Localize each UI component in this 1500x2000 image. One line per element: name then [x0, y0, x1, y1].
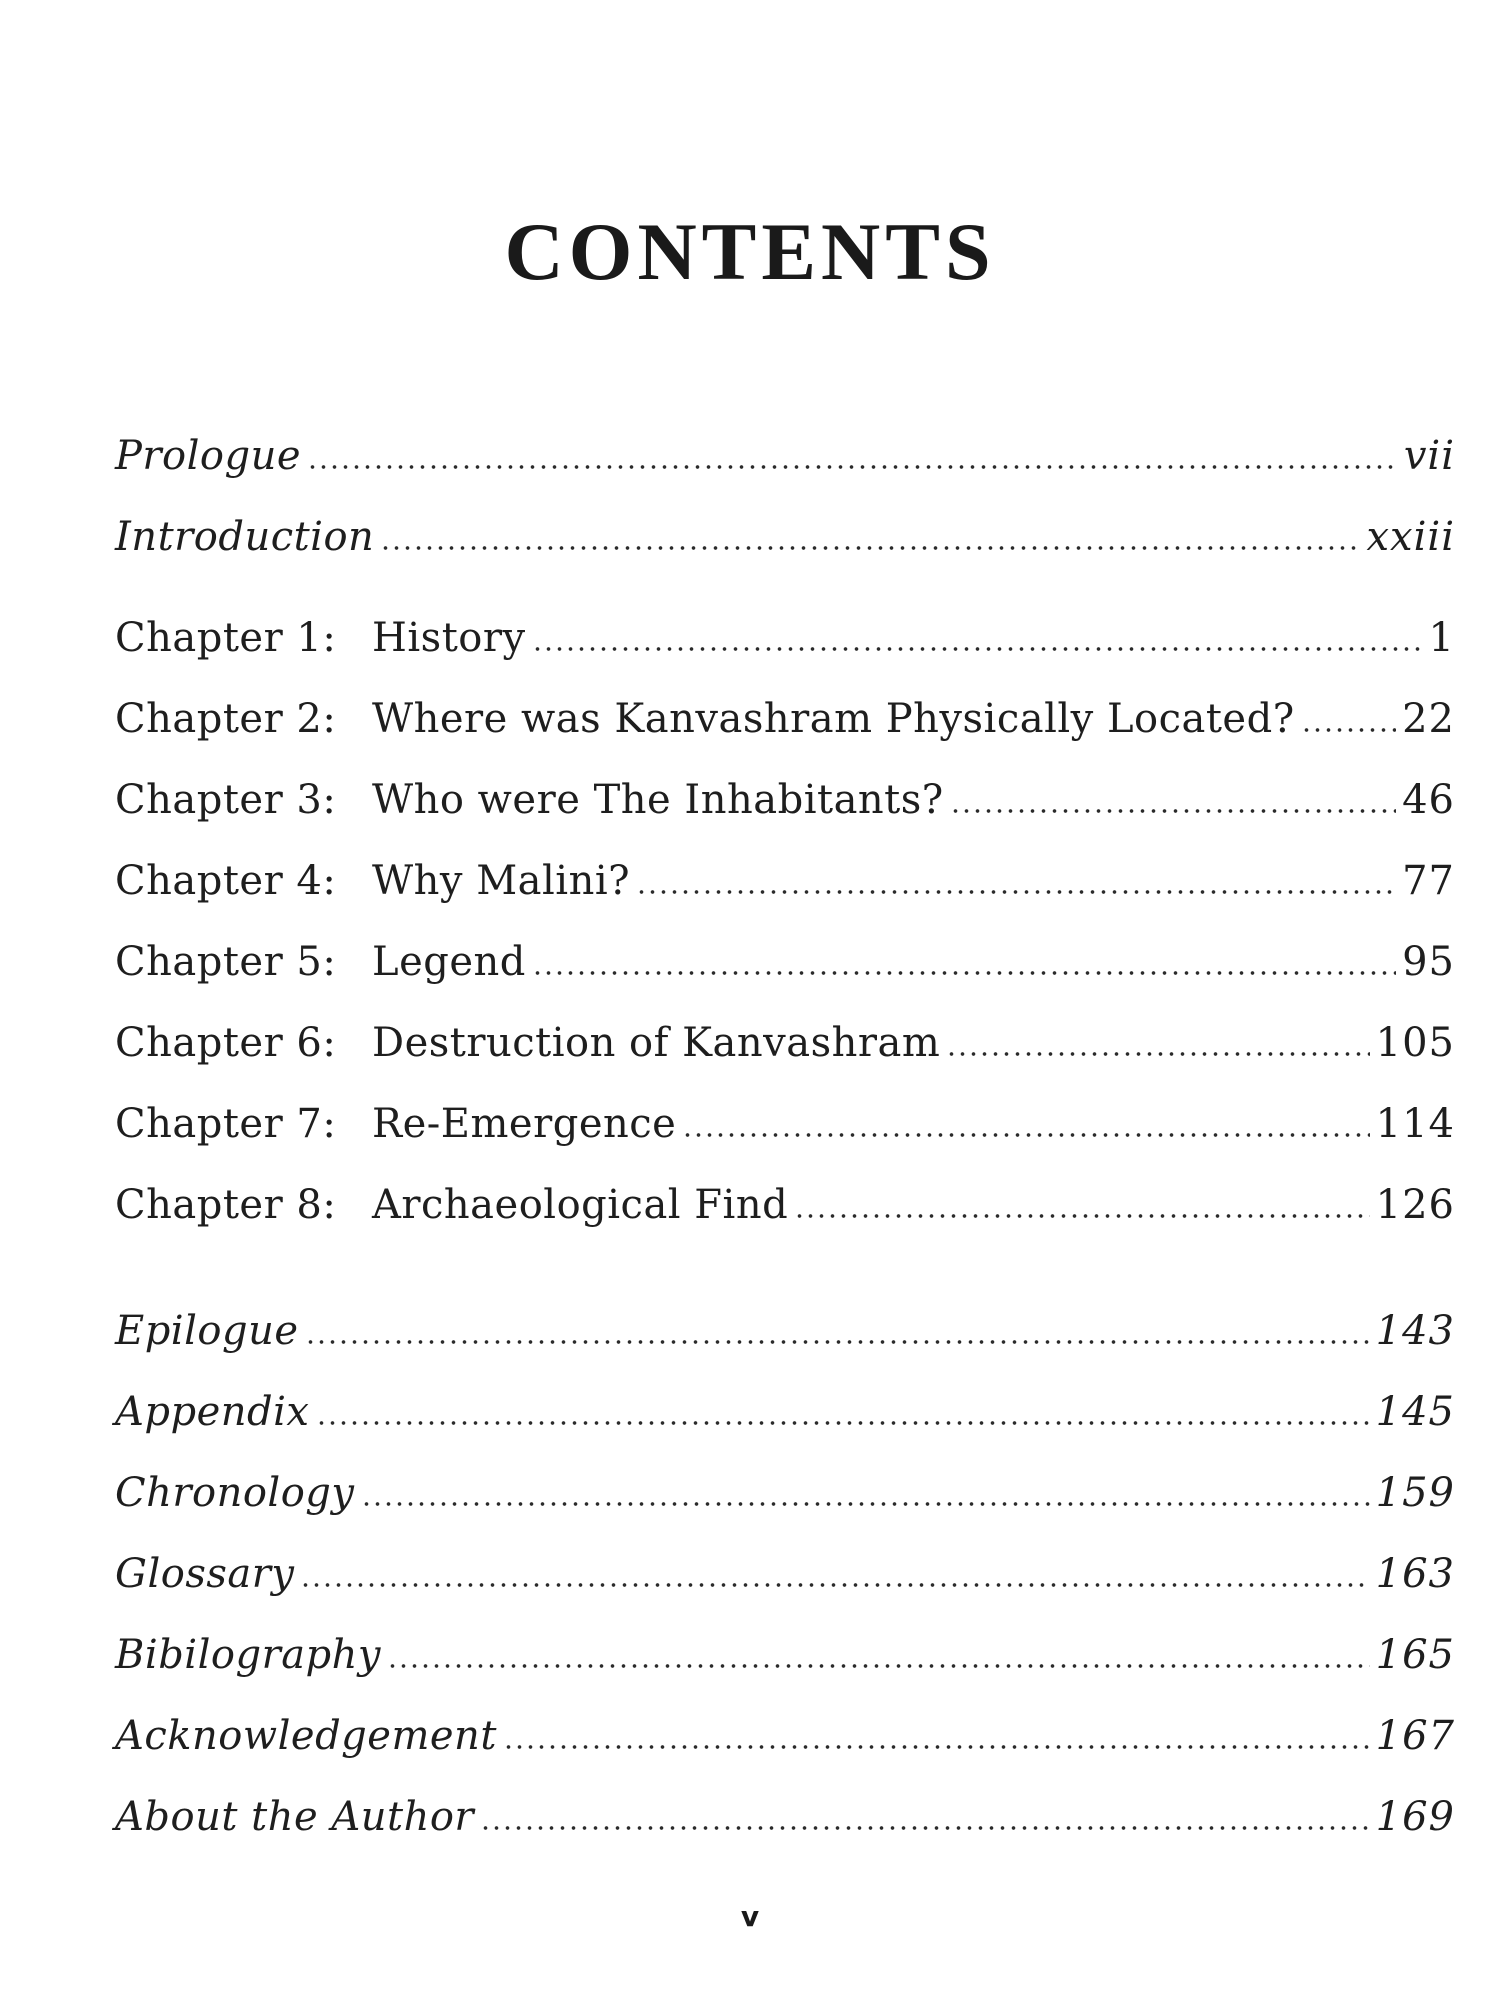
toc-entry-glossary[interactable] [115, 1544, 1455, 1604]
entry-page-number: 145 [1375, 1389, 1455, 1435]
toc-entry-chapter-1[interactable] [115, 608, 1455, 668]
toc-entry-chapter-7[interactable] [115, 1094, 1455, 1154]
entry-page-number: 95 [1402, 939, 1455, 985]
entry-page-number: xxiii [1366, 514, 1455, 560]
dot-leader [794, 1214, 1369, 1218]
chapter-number: Chapter 1: [115, 615, 337, 661]
dot-leader [380, 546, 1360, 550]
toc-entry-chapter-8[interactable] [115, 1175, 1455, 1235]
dot-leader [532, 647, 1423, 651]
entry-page-number: 1 [1428, 615, 1455, 661]
entry-page-number: 165 [1375, 1632, 1455, 1678]
chapter-number: Chapter 2: [115, 696, 337, 742]
dot-leader [946, 1052, 1369, 1056]
entry-label: Introduction [115, 507, 380, 567]
chapter-number: Chapter 4: [115, 858, 337, 904]
toc-entry-acknowledgement[interactable] [115, 1706, 1455, 1766]
entry-label: Bibilography [115, 1625, 387, 1685]
entry-page-number: 77 [1402, 858, 1455, 904]
entry-label: Who were The Inhabitants? [372, 770, 950, 830]
entry-page-number: 143 [1375, 1308, 1455, 1354]
toc-entry-prologue[interactable] [115, 426, 1455, 486]
chapter-number: Chapter 6: [115, 1020, 337, 1066]
dot-leader [682, 1133, 1369, 1137]
entry-page-number: 22 [1402, 696, 1455, 742]
entry-label: Appendix [115, 1382, 316, 1442]
page-title: CONTENTS [504, 206, 996, 297]
dot-leader [532, 971, 1396, 975]
entry-label: Re-Emergence [372, 1094, 682, 1154]
page-folio: v [740, 1900, 760, 1933]
chapter-number: Chapter 3: [115, 777, 337, 823]
entry-label: Acknowledgement [115, 1706, 503, 1766]
entry-label: Archaeological Find [372, 1175, 794, 1235]
toc-entry-bibliography[interactable] [115, 1625, 1455, 1685]
toc-entry-chapter-4[interactable] [115, 851, 1455, 911]
entry-label: Destruction of Kanvashram [372, 1013, 946, 1073]
entry-label: Prologue [115, 426, 307, 486]
entry-label: About the Author [115, 1787, 480, 1847]
entry-label: Chronology [115, 1463, 361, 1523]
toc-entry-chapter-5[interactable] [115, 932, 1455, 992]
entry-page-number: 163 [1375, 1551, 1455, 1597]
dot-leader [636, 890, 1396, 894]
dot-leader [305, 1340, 1370, 1344]
entry-label: Where was Kanvashram Physically Located? [372, 689, 1301, 749]
entry-page-number: 105 [1375, 1020, 1455, 1066]
chapter-number: Chapter 7: [115, 1101, 337, 1147]
chapter-number: Chapter 8: [115, 1182, 337, 1228]
entry-page-number: 126 [1375, 1182, 1455, 1228]
entry-page-number: 114 [1375, 1101, 1455, 1147]
entry-page-number: 167 [1375, 1713, 1455, 1759]
entry-page-number: 169 [1375, 1794, 1455, 1840]
entry-label: Legend [372, 932, 532, 992]
chapter-number: Chapter 5: [115, 939, 337, 985]
dot-leader [950, 809, 1396, 813]
toc-entry-appendix[interactable] [115, 1382, 1455, 1442]
toc-entry-chapter-2[interactable] [115, 689, 1455, 749]
toc-entry-chapter-6[interactable] [115, 1013, 1455, 1073]
entry-page-number: vii [1403, 433, 1455, 479]
toc-entry-introduction[interactable] [115, 507, 1455, 567]
entry-label: Why Malini? [372, 851, 636, 911]
entry-page-number: 46 [1402, 777, 1455, 823]
dot-leader [316, 1421, 1370, 1425]
entry-label: History [372, 608, 532, 668]
dot-leader [1301, 728, 1396, 732]
toc-entry-epilogue[interactable] [115, 1301, 1455, 1361]
toc-entry-chronology[interactable] [115, 1463, 1455, 1523]
dot-leader [300, 1583, 1369, 1587]
toc-entry-about-the-author[interactable] [115, 1787, 1455, 1847]
dot-leader [361, 1502, 1370, 1506]
entry-page-number: 159 [1375, 1470, 1455, 1516]
entry-label: Epilogue [115, 1301, 305, 1361]
dot-leader [480, 1826, 1370, 1830]
dot-leader [307, 465, 1398, 469]
toc-entry-chapter-3[interactable] [115, 770, 1455, 830]
dot-leader [503, 1745, 1370, 1749]
dot-leader [387, 1664, 1370, 1668]
entry-label: Glossary [115, 1544, 300, 1604]
